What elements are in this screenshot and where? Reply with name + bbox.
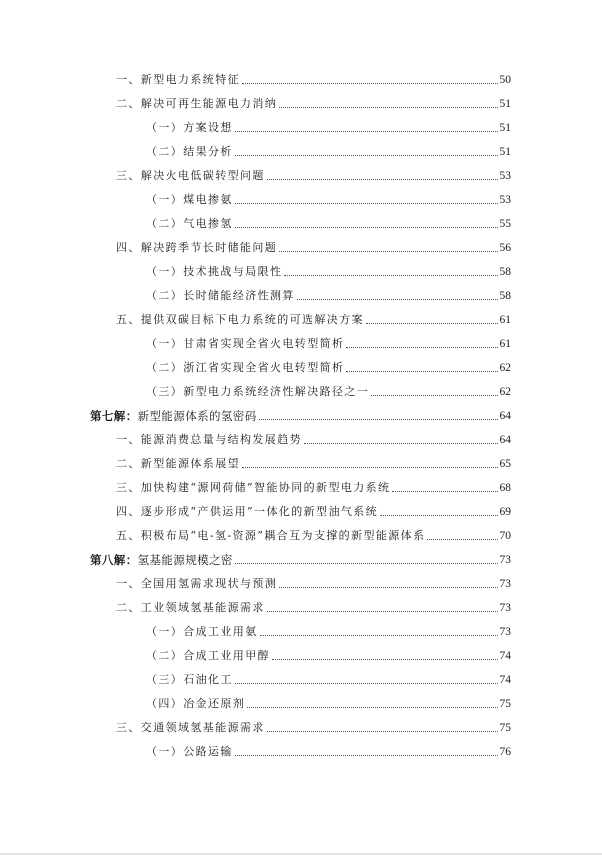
toc-entry-label: 二、解决可再生能源电力消纳 (116, 97, 278, 110)
toc-entry-label: 二、新型能源体系展望 (116, 457, 240, 470)
toc-entry-label: 四、逐步形成“产供运用”一体化的新型油气系统 (116, 505, 379, 518)
toc-subsection-entry[interactable] (146, 335, 511, 351)
toc-subsection-entry[interactable] (146, 695, 511, 711)
toc-section-entry[interactable] (116, 311, 511, 327)
toc-page-number: 65 (499, 458, 511, 470)
toc-chapter-entry[interactable] (90, 551, 511, 567)
toc-entry-label: 四、解决跨季节长时储能问题 (116, 241, 278, 254)
toc-entry-label: （一）技术挑战与局限性 (146, 265, 283, 278)
dot-leader (235, 227, 498, 228)
toc-page-number: 61 (499, 314, 511, 326)
toc-entry-label: 三、解决火电低碳转型问题 (116, 169, 265, 182)
dot-leader (392, 491, 497, 492)
dot-leader (427, 539, 497, 540)
toc-entry-label: （一）甘肃省实现全省火电转型简析 (146, 337, 345, 350)
toc-entry-label: 一、能源消费总量与结构发展趋势 (116, 433, 302, 446)
dot-leader (279, 587, 497, 588)
toc-page-number: 68 (499, 482, 511, 494)
toc-subsection-entry[interactable] (146, 191, 511, 207)
dot-leader (235, 755, 498, 756)
toc-entry-label: 二、工业领域氢基能源需求 (116, 601, 265, 614)
toc-section-entry[interactable] (116, 599, 511, 615)
toc-page-number: 62 (499, 362, 511, 374)
toc-entry-label: （二）浙江省实现全省火电转型简析 (146, 361, 345, 374)
toc-entry-label: 三、交通领域氢基能源需求 (116, 721, 265, 734)
toc-page-number: 53 (499, 194, 511, 206)
toc-subsection-entry[interactable] (146, 671, 511, 687)
toc-section-entry[interactable] (116, 239, 511, 255)
toc-page-number: 74 (499, 650, 511, 662)
dot-leader (371, 395, 497, 396)
toc-subsection-entry[interactable] (146, 623, 511, 639)
dot-leader (346, 371, 497, 372)
toc-page-number: 75 (499, 722, 511, 734)
toc-section-entry[interactable] (116, 719, 511, 735)
toc-subsection-entry[interactable] (146, 647, 511, 663)
dot-leader (267, 179, 498, 180)
toc-page-number: 55 (499, 218, 511, 230)
toc-section-entry[interactable] (116, 95, 511, 111)
toc-section-entry[interactable] (116, 527, 511, 543)
dot-leader (235, 155, 498, 156)
dot-leader (235, 683, 498, 684)
toc-section-entry[interactable] (116, 71, 511, 87)
dot-leader (346, 347, 497, 348)
toc-page-number: 62 (499, 386, 511, 398)
toc-entry-label: 一、新型电力系统特征 (116, 73, 240, 86)
toc-section-entry[interactable] (116, 431, 511, 447)
toc-entry-label (90, 409, 257, 423)
toc-chapter-entry[interactable] (90, 407, 511, 423)
toc-section-entry[interactable] (116, 503, 511, 519)
toc-entry-label: （四）冶金还原剂 (146, 697, 246, 710)
dot-leader (279, 107, 497, 108)
toc-entry-label: （一）合成工业用氨 (146, 625, 258, 638)
toc-chapter-prefix: 第七解： (90, 409, 138, 423)
toc-entry-label: 三、加快构建“源网荷储”智能协同的新型电力系统 (116, 481, 391, 494)
toc-page-number: 69 (499, 506, 511, 518)
page-bottom-edge (0, 853, 602, 855)
dot-leader (279, 251, 497, 252)
toc-page-number: 51 (499, 98, 511, 110)
toc-subsection-entry[interactable] (146, 143, 511, 159)
dot-leader (304, 443, 498, 444)
toc-page-number: 51 (499, 122, 511, 134)
toc-entry-label: 五、积极布局“电-氢-资源”耦合互为支撑的新型能源体系 (116, 529, 426, 542)
toc-subsection-entry[interactable] (146, 215, 511, 231)
toc-entry-label: （一）煤电掺氨 (146, 193, 233, 206)
toc-page-number: 73 (499, 554, 511, 566)
dot-leader (267, 611, 498, 612)
dot-leader (297, 299, 498, 300)
toc-page-number: 61 (499, 338, 511, 350)
toc-page-number: 75 (499, 698, 511, 710)
toc-subsection-entry[interactable] (146, 263, 511, 279)
toc-page-number: 53 (499, 170, 511, 182)
dot-leader (242, 467, 498, 468)
dot-leader (235, 563, 498, 564)
toc-subsection-entry[interactable] (146, 743, 511, 759)
toc-section-entry[interactable] (116, 455, 511, 471)
dot-leader (366, 323, 498, 324)
toc-page-number: 51 (499, 146, 511, 158)
toc-entry-label: （三）新型电力系统经济性解决路径之一 (146, 385, 370, 398)
toc-entry-label: （一）公路运输 (146, 745, 233, 758)
toc-section-entry[interactable] (116, 479, 511, 495)
dot-leader (259, 419, 498, 420)
dot-leader (267, 731, 498, 732)
toc-page-number: 73 (499, 578, 511, 590)
toc-page-number: 76 (499, 746, 511, 758)
toc-page-number: 73 (499, 626, 511, 638)
toc-entry-label: 一、全国用氢需求现状与预测 (116, 577, 278, 590)
toc-page-number: 70 (499, 530, 511, 542)
toc-entry-label: （一）方案设想 (146, 121, 233, 134)
toc-entry-label (90, 553, 233, 567)
dot-leader (242, 83, 498, 84)
toc-entry-label: （二）结果分析 (146, 145, 233, 158)
toc-page-number: 56 (499, 242, 511, 254)
toc-page-number: 64 (499, 410, 511, 422)
toc-subsection-entry[interactable] (146, 383, 511, 399)
toc-entry-label: （二）长时储能经济性测算 (146, 289, 295, 302)
toc-page-number: 58 (499, 266, 511, 278)
dot-leader (380, 515, 497, 516)
dot-leader (235, 203, 498, 204)
toc-page-number: 74 (499, 674, 511, 686)
toc-page-number: 50 (499, 74, 511, 86)
dot-leader (235, 131, 498, 132)
toc-page-number: 73 (499, 602, 511, 614)
toc-entry-label: （三）石油化工 (146, 673, 233, 686)
toc-page-number: 64 (499, 434, 511, 446)
toc-page-number: 58 (499, 290, 511, 302)
toc-entry-label: 五、提供双碳目标下电力系统的可选解决方案 (116, 313, 364, 326)
toc-section-entry[interactable] (116, 575, 511, 591)
dot-leader (272, 659, 498, 660)
toc-entry-label: （二）气电掺氢 (146, 217, 233, 230)
toc-subsection-entry[interactable] (146, 119, 511, 135)
dot-leader (260, 635, 498, 636)
dot-leader (247, 707, 497, 708)
toc-entry-label: （二）合成工业用甲醇 (146, 649, 270, 662)
toc-section-entry[interactable] (116, 167, 511, 183)
toc-chapter-prefix: 第八解： (90, 553, 138, 567)
toc-subsection-entry[interactable] (146, 287, 511, 303)
toc-subsection-entry[interactable] (146, 359, 511, 375)
toc-chapter-title: 新型能源体系的氢密码 (137, 409, 257, 423)
dot-leader (284, 275, 497, 276)
toc-chapter-title: 氢基能源规模之密 (137, 553, 233, 567)
